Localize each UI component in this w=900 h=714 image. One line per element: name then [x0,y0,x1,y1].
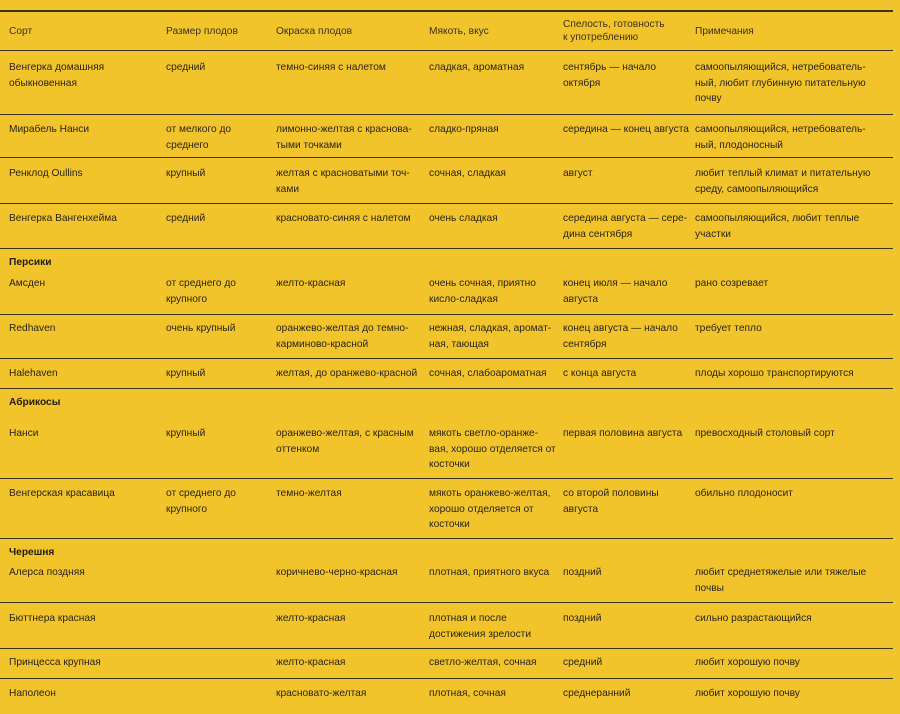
color-cell: темно-синяя с налетом [276,62,386,73]
color-cell: красновато-синяя с налетом [276,213,411,224]
variety-cell: Redhaven [9,323,56,334]
color-cell: желто-красная [276,613,346,624]
notes-cell: самоопыляющийся, нетребователь- ный, плодоносный [695,124,866,151]
taste-cell: очень сладкая [429,213,498,224]
ripeness-cell: со второй половины августа [563,488,659,515]
taste-cell: сладкая, ароматная [429,62,525,73]
header-flesh-taste: Мякоть, вкус [429,26,489,37]
header-fruit-size: Размер плодов [166,26,238,37]
variety-cell: Бюттнера красная [9,613,96,624]
ripeness-cell: середина — конец августа [563,124,689,135]
size-cell: крупный [166,168,206,179]
table-row [0,478,893,539]
size-cell: от среднего до крупного [166,278,236,305]
notes-cell: рано созревает [695,278,769,289]
color-cell: желто-красная [276,278,346,289]
size-cell: крупный [166,428,206,439]
ripeness-cell: среднеранний [563,688,631,699]
table-row [0,678,893,712]
table-header-row [0,12,893,51]
variety-cell: Венгерка Вангенхейма [9,213,117,224]
ripeness-cell: сентябрь — начало октября [563,62,656,89]
table-row [0,408,893,479]
ripeness-cell: первая половина августа [563,428,683,439]
notes-cell: превосходный столовый сорт [695,428,835,439]
table-row [0,157,893,204]
taste-cell: мякоть светло-оранже- вая, хорошо отделяется от косточки [429,428,556,470]
variety-cell: Амсден [9,278,46,289]
section-title-apricots: Абрикосы [9,397,61,408]
taste-cell: плотная, сочная [429,688,506,699]
variety-cell: Halehaven [9,368,58,379]
table-row [0,314,893,359]
section-title-cherries: Черешня [9,547,55,558]
taste-cell: светло-желтая, сочная [429,657,537,668]
size-cell: средний [166,213,206,224]
notes-cell: обильно плодоносит [695,488,793,499]
color-cell: желтая, до оранжево-красной [276,368,418,379]
color-cell: желто-красная [276,657,346,668]
taste-cell: плотная и после достижения зрелости [429,613,532,640]
variety-cell: Нанси [9,428,39,439]
color-cell: лимонно-желтая с краснова- тыми точками [276,124,412,151]
variety-cell: Венгерка домашняя обыкновенная [9,62,105,89]
ripeness-cell: конец августа — начало сентября [563,323,678,350]
table-row [0,114,893,158]
taste-cell: плотная, приятного вкуса [429,567,550,578]
header-ripeness: Спелость, готовность к употреблению [563,19,665,43]
taste-cell: сочная, слабоароматная [429,368,547,379]
color-cell: красновато-желтая [276,688,367,699]
ripeness-cell: поздний [563,567,602,578]
notes-cell: плоды хорошо транспортируются [695,368,854,379]
ripeness-cell: конец июля — начало августа [563,278,668,305]
notes-cell: любит среднетяжелые или тяжелые почвы [695,567,867,594]
ripeness-cell: август [563,168,593,179]
size-cell: от среднего до крупного [166,488,236,515]
notes-cell: самоопыляющийся, любит теплые участки [695,213,860,240]
table-row [0,602,893,649]
section-heading-row [0,538,893,558]
header-notes: Примечания [695,26,754,37]
size-cell: от мелкого до среднего [166,124,232,151]
table-row [0,50,893,115]
size-cell: крупный [166,368,206,379]
table-row [0,203,893,249]
size-cell: средний [166,62,206,73]
notes-cell: требует тепло [695,323,762,334]
color-cell: оранжево-желтая до темно- карминово-красной [276,323,409,350]
variety-cell: Ренклод Oullins [9,168,83,179]
header-fruit-color: Окраска плодов [276,26,353,37]
notes-cell: любит хорошую почву [695,657,800,668]
section-heading-row [0,388,893,408]
variety-cell: Венгерская красавица [9,488,115,499]
variety-cell: Наполеон [9,688,56,699]
taste-cell: очень сочная, приятно кисло-сладкая [429,278,536,305]
notes-cell: любит теплый климат и питательную среду, самоопыляющийся [695,168,871,195]
color-cell: оранжево-желтая, с красным оттенком [276,428,414,455]
variety-cell: Алерса поздняя [9,567,85,578]
table-row [0,558,893,603]
taste-cell: сочная, сладкая [429,168,506,179]
notes-cell: самоопыляющийся, нетребователь- ный, любит глубинную питательную почву [695,62,866,104]
ripeness-cell: средний [563,657,603,668]
color-cell: коричнево-черно-красная [276,567,398,578]
table-row [0,358,893,389]
header-variety: Сорт [9,26,33,37]
ripeness-cell: с конца августа [563,368,637,379]
notes-cell: любит хорошую почву [695,688,800,699]
variety-cell: Принцесса крупная [9,657,101,668]
section-title-peaches: Персики [9,257,52,268]
taste-cell: нежная, сладкая, аромат- ная, тающая [429,323,552,350]
taste-cell: сладко-пряная [429,124,499,135]
taste-cell: мякоть оранжево-желтая, хорошо отделяется от косточки [429,488,551,530]
notes-cell: сильно разрастающийся [695,613,812,624]
table-row [0,648,893,679]
table-row [0,268,893,315]
size-cell: очень крупный [166,323,236,334]
ripeness-cell: середина августа — сере- дина сентября [563,213,688,240]
variety-cell: Мирабель Нанси [9,124,90,135]
ripeness-cell: поздний [563,613,602,624]
color-cell: желтая с красноватыми точ- ками [276,168,410,195]
color-cell: темно-желтая [276,488,342,499]
section-heading-row [0,248,893,268]
